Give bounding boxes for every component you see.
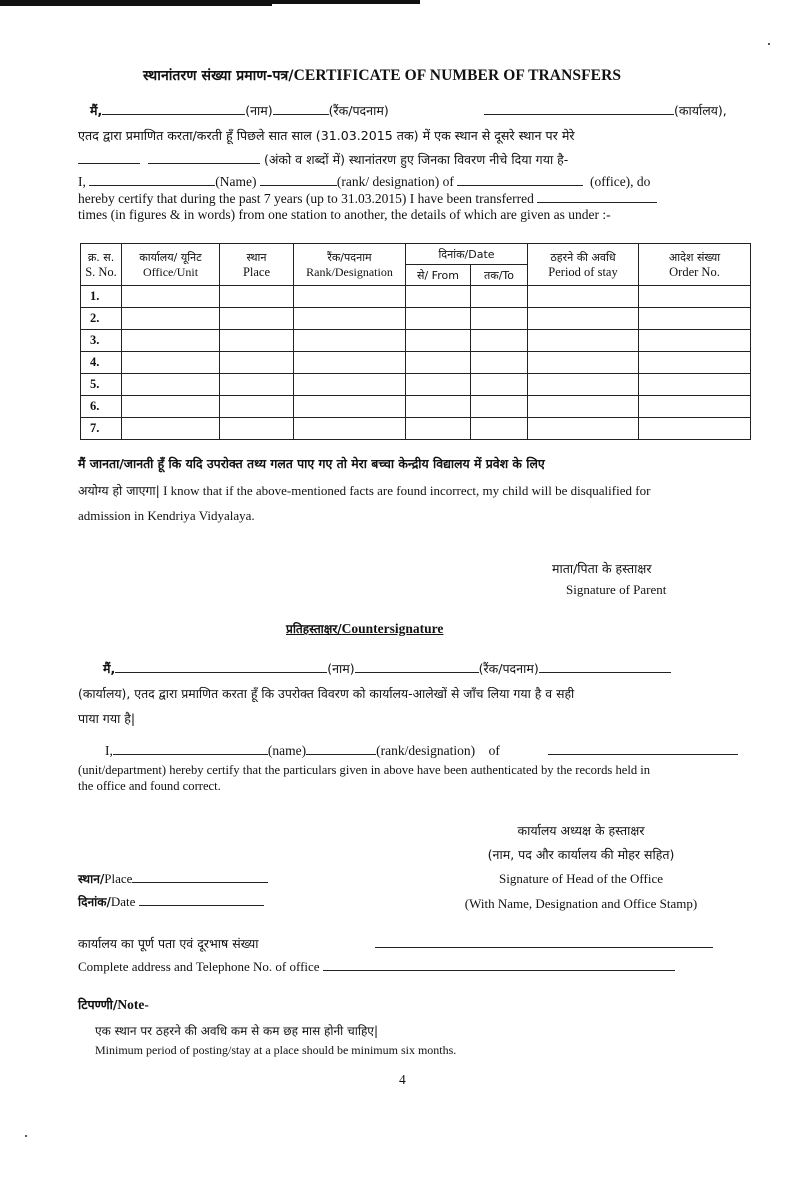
- note-hi: एक स्थान पर ठहरने की अवधि कम से कम छह मास होनी चाहिए|: [95, 1024, 378, 1038]
- page-number: 4: [399, 1072, 406, 1087]
- title-english: CERTIFICATE OF NUMBER OF TRANSFERS: [293, 67, 622, 84]
- address-label-hi: कार्यालय का पूर्ण पता एवं दूरभाष संख्या: [78, 936, 259, 951]
- cell-order-no[interactable]: [639, 308, 751, 330]
- countersign-office-field-hi[interactable]: [539, 660, 671, 673]
- title-hindi: स्थानांतरण संख्या प्रमाण-पत्र/: [143, 68, 294, 84]
- cell-date-to[interactable]: [471, 418, 528, 440]
- table-row: [81, 286, 751, 308]
- cell-rank[interactable]: [294, 286, 406, 308]
- header-sno: क्र. स. S. No.: [81, 244, 122, 286]
- cell-office-unit[interactable]: [122, 286, 220, 308]
- header-period-of-stay: ठहरने की अवधि Period of stay: [528, 244, 639, 286]
- table-row: [81, 308, 751, 330]
- cell-office-unit[interactable]: [122, 374, 220, 396]
- row-sno: 2.: [81, 308, 122, 330]
- countersignature-heading: प्रतिहस्ताक्षर/Countersignature: [286, 621, 444, 636]
- countersign-en-line1: I, (name) (rank/designation) of: [105, 743, 500, 758]
- table-row: [81, 418, 751, 440]
- cell-rank[interactable]: [294, 418, 406, 440]
- cell-place[interactable]: [220, 352, 294, 374]
- name-field-en[interactable]: [89, 173, 215, 186]
- cell-rank[interactable]: [294, 374, 406, 396]
- countersign-rank-field-hi[interactable]: [355, 660, 479, 673]
- cell-office-unit[interactable]: [122, 308, 220, 330]
- header-order-no: आदेश संख्या Order No.: [639, 244, 751, 286]
- row-sno: 5.: [81, 374, 122, 396]
- date-row: दिनांक/Date: [78, 893, 264, 910]
- cell-place[interactable]: [220, 418, 294, 440]
- cell-period[interactable]: [528, 396, 639, 418]
- cell-office-unit[interactable]: [122, 418, 220, 440]
- cell-period[interactable]: [528, 418, 639, 440]
- cell-date-from[interactable]: [406, 286, 471, 308]
- countersign-name-field-en[interactable]: [113, 742, 268, 755]
- page-title: [143, 66, 621, 85]
- cell-date-to[interactable]: [471, 286, 528, 308]
- header-place: स्थान Place: [220, 244, 294, 286]
- cell-rank[interactable]: [294, 308, 406, 330]
- cell-office-unit[interactable]: [122, 352, 220, 374]
- scan-speck: [768, 43, 770, 45]
- row-sno: 6.: [81, 396, 122, 418]
- cell-period[interactable]: [528, 308, 639, 330]
- office-field-en[interactable]: [457, 173, 583, 186]
- cell-period[interactable]: [528, 374, 639, 396]
- transfer-count-words-hi[interactable]: [148, 151, 260, 164]
- countersign-en-line3: the office and found correct.: [78, 779, 221, 793]
- countersign-en-line2: (unit/department) hereby certify that the particulars given in above have been authenticated by the records held in: [78, 763, 651, 777]
- place-row: स्थान/Place: [78, 870, 268, 887]
- header-rank-designation: रैंक/पदनाम Rank/Designation: [294, 244, 406, 286]
- cell-date-from[interactable]: [406, 374, 471, 396]
- transfer-count-field-en[interactable]: [537, 190, 657, 203]
- declaration-en-line1: I, (Name) (rank/ designation) of (office), do: [78, 174, 651, 189]
- declaration-en-line3: times (in figures & in words) from one station to another, the details of which are given as under :-: [78, 207, 611, 222]
- cell-period[interactable]: [528, 286, 639, 308]
- countersign-rank-field-en[interactable]: [306, 742, 376, 755]
- transfer-count-figures-hi[interactable]: [78, 151, 140, 164]
- row-sno: 1.: [81, 286, 122, 308]
- declaration-en-line2: hereby certify that during the past 7 years (up to 31.03.2015) I have been transferred: [78, 190, 657, 207]
- table-row: [81, 330, 751, 352]
- transfers-table: [80, 243, 751, 440]
- cell-rank[interactable]: [294, 330, 406, 352]
- countersign-hi-line1: मैं, (नाम) (रैंक/पदनाम): [103, 660, 671, 677]
- undertaking-line2: अयोग्य हो जाएगा| I know that if the above-mentioned facts are found incorrect, my child will be disqualified for: [78, 483, 651, 498]
- countersign-unit-field-en[interactable]: [548, 742, 738, 755]
- head-signature-hi-line2: (नाम, पद और कार्यालय की मोहर सहित): [487, 847, 675, 862]
- countersign-name-field-hi[interactable]: [115, 660, 327, 673]
- rank-field-en[interactable]: [260, 173, 337, 186]
- table-row: [81, 396, 751, 418]
- header-office-unit: कार्यालय/ यूनिट Office/Unit: [122, 244, 220, 286]
- declaration-hi-line1: मैं, (नाम) (रैंक/पदनाम): [90, 103, 389, 118]
- cell-date-to[interactable]: [471, 396, 528, 418]
- undertaking-line3: admission in Kendriya Vidyalaya.: [78, 508, 255, 523]
- head-signature-en-line1: Signature of Head of the Office: [498, 871, 663, 886]
- row-sno: 7.: [81, 418, 122, 440]
- cell-order-no[interactable]: [639, 330, 751, 352]
- note-en: Minimum period of posting/stay at a place should be minimum six months.: [95, 1043, 457, 1057]
- scan-speck: [25, 1135, 27, 1137]
- cell-place[interactable]: [220, 286, 294, 308]
- scan-edge-bar: [0, 0, 272, 6]
- cell-date-from[interactable]: [406, 418, 471, 440]
- address-row-en: Complete address and Telephone No. of office: [78, 958, 675, 975]
- declaration-hi-line3: (अंको व शब्दों में) स्थानांतरण हुए जिनका विवरण नीचे दिया गया है-: [78, 151, 568, 168]
- place-field[interactable]: [132, 870, 268, 883]
- cell-date-from[interactable]: [406, 352, 471, 374]
- cell-date-to[interactable]: [471, 308, 528, 330]
- address-field-1-wrap: [375, 935, 713, 953]
- countersign-unit-field-wrap: [548, 742, 738, 760]
- table-row: [81, 374, 751, 396]
- parent-signature-en: Signature of Parent: [566, 582, 667, 597]
- cell-date-from[interactable]: [406, 396, 471, 418]
- cell-date-from[interactable]: [406, 308, 471, 330]
- head-signature-en-line2: (With Name, Designation and Office Stamp): [464, 896, 698, 911]
- cell-order-no[interactable]: [639, 396, 751, 418]
- cell-rank[interactable]: [294, 352, 406, 374]
- cell-date-to[interactable]: [471, 352, 528, 374]
- cell-rank[interactable]: [294, 396, 406, 418]
- cell-office-unit[interactable]: [122, 396, 220, 418]
- cell-place[interactable]: [220, 308, 294, 330]
- cell-date-to[interactable]: [471, 374, 528, 396]
- cell-order-no[interactable]: [639, 352, 751, 374]
- row-sno: 4.: [81, 352, 122, 374]
- table-row: [81, 352, 751, 374]
- parent-signature-hi: माता/पिता के हस्ताक्षर: [552, 561, 652, 576]
- address-field-line1[interactable]: [375, 935, 713, 948]
- cell-place[interactable]: [220, 396, 294, 418]
- declaration-hi-line2: एतद द्वारा प्रमाणित करता/करती हूँ पिछले सात साल (31.03.2015 तक) में एक स्थान से दूसरे स्थान पर मेरे: [78, 128, 575, 143]
- office-field-hi-wrap: (कार्यालय),: [484, 102, 727, 119]
- note-heading: टिपण्णी/Note-: [78, 997, 149, 1012]
- countersign-hi-line2: (कार्यालय), एतद द्वारा प्रमाणित करता हूँ कि उपरोक्त विवरण को कार्यालय-आलेखों से जाँच लिया गया है व सही: [78, 686, 575, 701]
- header-date: दिनांक/Date: [406, 244, 528, 265]
- cell-place[interactable]: [220, 374, 294, 396]
- head-signature-hi-line1: कार्यालय अध्यक्ष के हस्ताक्षर: [517, 823, 645, 838]
- office-field-hi[interactable]: [484, 102, 674, 115]
- cell-order-no[interactable]: [639, 374, 751, 396]
- cell-order-no[interactable]: [639, 418, 751, 440]
- address-field-line2[interactable]: [323, 958, 675, 971]
- name-field-hi[interactable]: [102, 102, 245, 115]
- countersign-hi-line3: पाया गया है|: [78, 711, 136, 726]
- rank-field-hi[interactable]: [273, 102, 329, 115]
- cell-period[interactable]: [528, 352, 639, 374]
- cell-office-unit[interactable]: [122, 330, 220, 352]
- row-sno: 3.: [81, 330, 122, 352]
- cell-date-from[interactable]: [406, 330, 471, 352]
- header-date-to: तक/To: [471, 265, 528, 286]
- cell-date-to[interactable]: [471, 330, 528, 352]
- cell-place[interactable]: [220, 330, 294, 352]
- header-date-from: से/ From: [406, 265, 471, 286]
- undertaking-hi-line1: मैं जानता/जानती हूँ कि यदि उपरोक्त तथ्य गलत पाए गए तो मेरा बच्चा केन्द्रीय विद्यालय में प्रवेश के लिए: [78, 456, 545, 471]
- date-field[interactable]: [139, 893, 264, 906]
- cell-order-no[interactable]: [639, 286, 751, 308]
- cell-period[interactable]: [528, 330, 639, 352]
